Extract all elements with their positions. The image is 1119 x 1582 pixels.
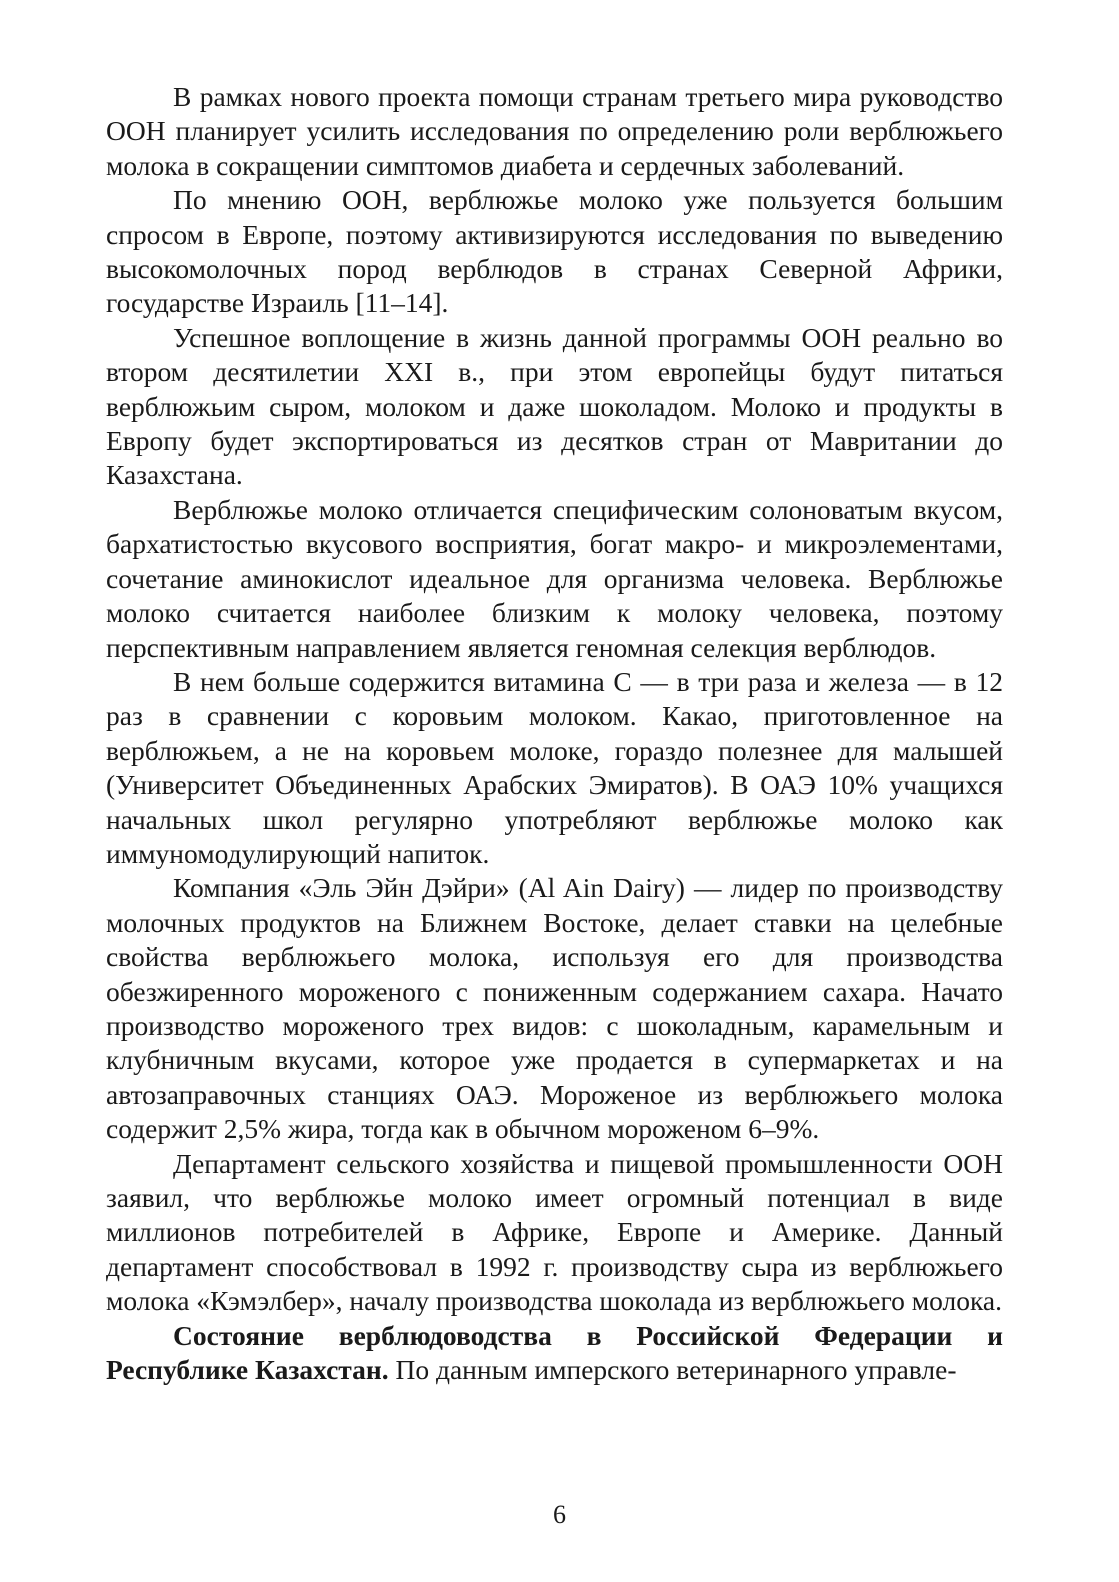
page-number: 6 [553,1500,566,1529]
section-heading: Состояние верблюдоводства в Российской Федерации и Республике Казахстан. [106,1319,1003,1386]
paragraph: В рамках нового проекта помощи странам третьего мира руководство ООН планирует усилить исследования по определению роли верблюжьего молока в сокращении симптомов диабета и сердечных заболеваний. [106,81,1003,181]
section-text: По данным имперского ветеринарного управле- [388,1354,957,1386]
paragraph: Верблюжье молоко отличается специфическим солоноватым вкусом, бархатистостью вкусового восприятия, богат макро- и микроэлементами, сочетание аминокислот идеальное для организма человека. Верблюжье молоко считается наиболее близким к молоку человека, поэтому перспективным направлением является геномная селекция верблюдов. [106,493,1003,663]
paragraph: Успешное воплощение в жизнь данной программы ООН реально во втором десятилетии XXI в., при этом европейцы будут питаться верблюжьим сыром, молоком и даже шоколадом. Молоко и продукты в Европу будет экспортироваться из десятков стран от Мавритании до Казахстана. [106,321,1003,491]
paragraph: В нем больше содержится витамина С — в три раза и железа — в 12 раз в сравнении с коровьим молоком. Какао, приготовленное на верблюжьем, а не на коровьем молоке, гораздо полезнее для малышей (Университет Объединенных Арабских Эмиратов). В ОАЭ 10% учащихся начальных школ регулярно употребляют верблюжье молоко как иммуномодулирующий напиток. [106,665,1003,869]
paragraph: Департамент сельского хозяйства и пищевой промышленности ООН заявил, что верблюжье молоко имеет огромный потенциал в виде миллионов потребителей в Африке, Европе и Америке. Данный департамент способствовал в 1992 г. производству сыра из верблюжьего молока «Кэмэлбер», началу производства шоколада из верблюжьего молока. [106,1147,1003,1317]
section-paragraph [106,1319,1003,1388]
paragraph: Компания «Эль Эйн Дэйри» (Al Ain Dairy) — лидер по производству молочных продуктов на Ближнем Востоке, делает ставки на целебные свойства верблюжьего молока, используя его для производства обезжиренного мороженого с пониженным содержанием сахара. Начато производство мороженого трех видов: с шоколадным, карамельным и клубничным вкусами, которое уже продается в супермаркетах и на автозаправочных станциях ОАЭ. Мороженое из верблюжьего молока содержит 2,5% жира, тогда как в обычном мороженом 6–9%. [106,872,1003,1145]
page-body [106,80,1003,1387]
paragraph: По мнению ООН, верблюжье молоко уже пользуется большим спросом в Европе, поэтому активизируются исследования по выведению высокомолочных пород верблюдов в странах Северной Африки, государстве Израиль [11–14]. [106,184,1003,319]
